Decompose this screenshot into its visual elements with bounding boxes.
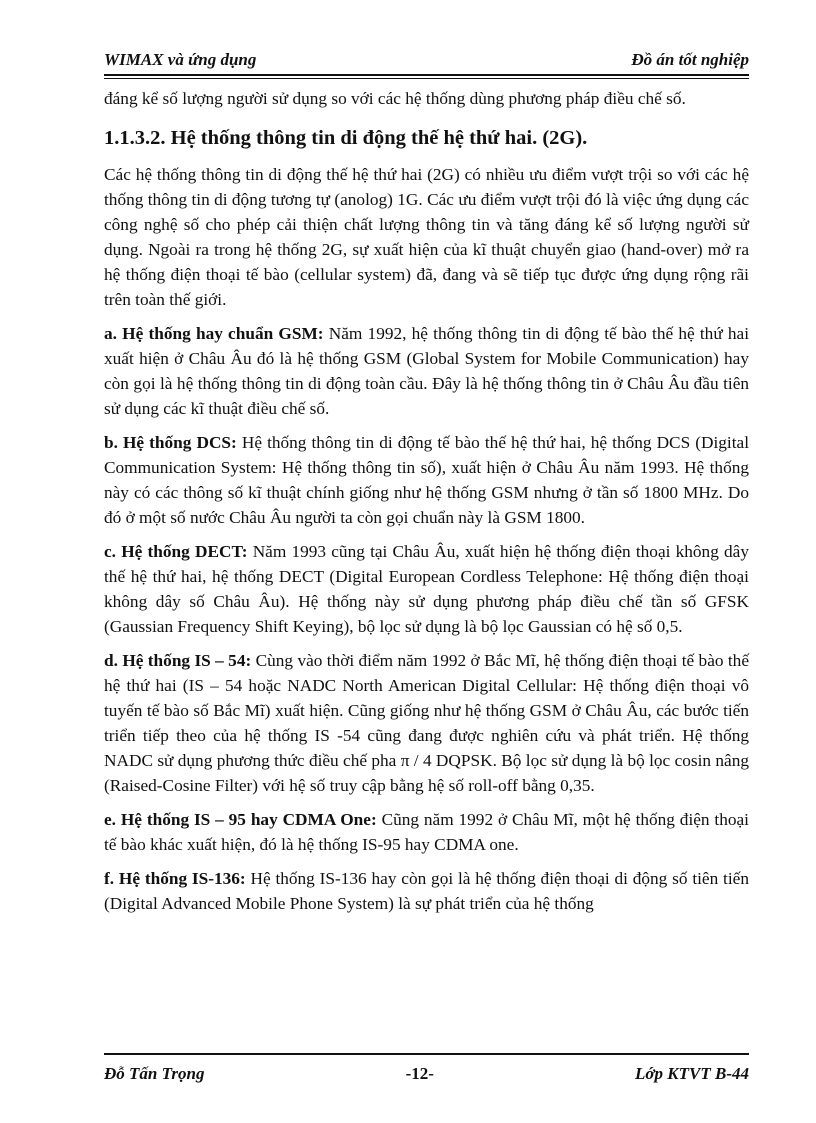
item-dcs: [104, 430, 749, 530]
page-number: -12-: [405, 1064, 434, 1083]
footer-class: Lớp KTVT B-44: [635, 1064, 749, 1083]
item-label: e. Hệ thống IS – 95 hay CDMA One:: [104, 810, 377, 829]
item-is54: [104, 648, 749, 798]
section-intro: Các hệ thống thông tin di động thế hệ thứ hai (2G) có nhiều ưu điểm vượt trội so với các hệ thống thông tin di động tương tự (anolog) 1G. Các ưu điểm vượt trội đó là việc ứng dụng các công nghệ số cho phép cải thiện chất lượng thông tin và tăng đáng kể số lượng người sử dụng. Ngoài ra trong hệ thống 2G, sự xuất hiện của kĩ thuật chuyển giao (hand-over) mở ra hệ thống điện thoại tế bào (cellular system) đã, đang và sẽ tiếp tục được ứng dụng rộng rãi trên toàn thế giới.: [104, 165, 749, 309]
item-is95: [104, 807, 749, 857]
item-dect: [104, 539, 749, 639]
item-label: d. Hệ thống IS – 54:: [104, 651, 252, 670]
item-text: Cùng vào thời điểm năm 1992 ở Bắc Mĩ, hệ thống điện thoại tế bào thế hệ thứ hai (IS – 54 hoặc NADC North American Digital Cellular: Hệ thống điện thoại vô tuyến tế bào số Bắc Mĩ) xuất hiện. Cũng giống như hệ thống GSM ở Châu Âu, các bước tiến triển tiếp theo của hệ thống IS -54 cũng đang được nghiên cứu và phát triển. Hệ thống NADC sử dụng phương thức điều chế pha π / 4 DQPSK. Bộ lọc sử dụng là bộ lọc cosin nâng (Raised-Cosine Filter) với hệ số truy cập bằng hệ số roll-off bằng 0,35.: [104, 651, 749, 795]
page-header: [104, 50, 749, 70]
item-label: b. Hệ thống DCS:: [104, 433, 237, 452]
header-subtitle: Đồ án tốt nghiệp: [631, 50, 749, 69]
item-gsm: [104, 321, 749, 421]
intro-continuation: đáng kể số lượng người sử dụng so với các hệ thống dùng phương pháp điều chế số.: [104, 89, 686, 108]
item-text: Năm 1992, hệ thống thông tin di động tế bào thế hệ thứ hai xuất hiện ở Châu Âu đó là hệ thống GSM (Global System for Mobile Communication) hay còn gọi là hệ thống thông tin di động toàn cầu. Đây là hệ thống thông tin ở Châu Âu đầu tiên sử dụng các kĩ thuật điều chế số.: [104, 324, 750, 418]
header-divider: [104, 74, 749, 79]
item-is136: [104, 866, 749, 916]
footer-author: Đỗ Tấn Trọng: [104, 1064, 205, 1083]
section-heading: 1.1.3.2. Hệ thống thông tin di động thế hệ thứ hai. (2G).: [104, 127, 588, 149]
item-text: Cũng năm 1992 ở Châu Mĩ, một hệ thống điện thoại tế bào khác xuất hiện, đó là hệ thống IS-95 hay CDMA one.: [104, 810, 749, 854]
header-title: WIMAX và ứng dụng: [104, 50, 257, 69]
page-body: [104, 86, 749, 925]
item-label: a. Hệ thống hay chuẩn GSM:: [104, 324, 324, 343]
footer-divider: [104, 1053, 749, 1055]
item-text: Năm 1993 cũng tại Châu Âu, xuất hiện hệ thống điện thoại không dây thế hệ thứ hai, hệ thống DECT (Digital European Cordless Telephone: Hệ thống điện thoại không dây số Châu Âu). Hệ thống này sử dụng phương pháp điều chế tần số GFSK (Gaussian Frequency Shift Keying), bộ lọc sử dụng là bộ lọc Gaussian có hệ số 0,5.: [104, 542, 749, 636]
item-text: Hệ thống IS-136 hay còn gọi là hệ thống điện thoại di động số tiên tiến (Digital Advanced Mobile Phone System) là sự phát triển của hệ thống: [104, 869, 749, 913]
item-label: f. Hệ thống IS-136:: [104, 869, 246, 888]
item-label: c. Hệ thống DECT:: [104, 542, 248, 561]
item-text: Hệ thống thông tin di động tế bào thế hệ thứ hai, hệ thống DCS (Digital Communication System: Hệ thống thông tin số), xuất hiện ở Châu Âu năm 1993. Hệ thống này có các thông số kĩ thuật chính giống như hệ thống GSM nhưng ở tần số 1800 MHz. Do đó ở một số nước Châu Âu người ta còn gọi chuẩn này là GSM 1800.: [104, 433, 749, 527]
page-footer: [104, 1064, 749, 1084]
